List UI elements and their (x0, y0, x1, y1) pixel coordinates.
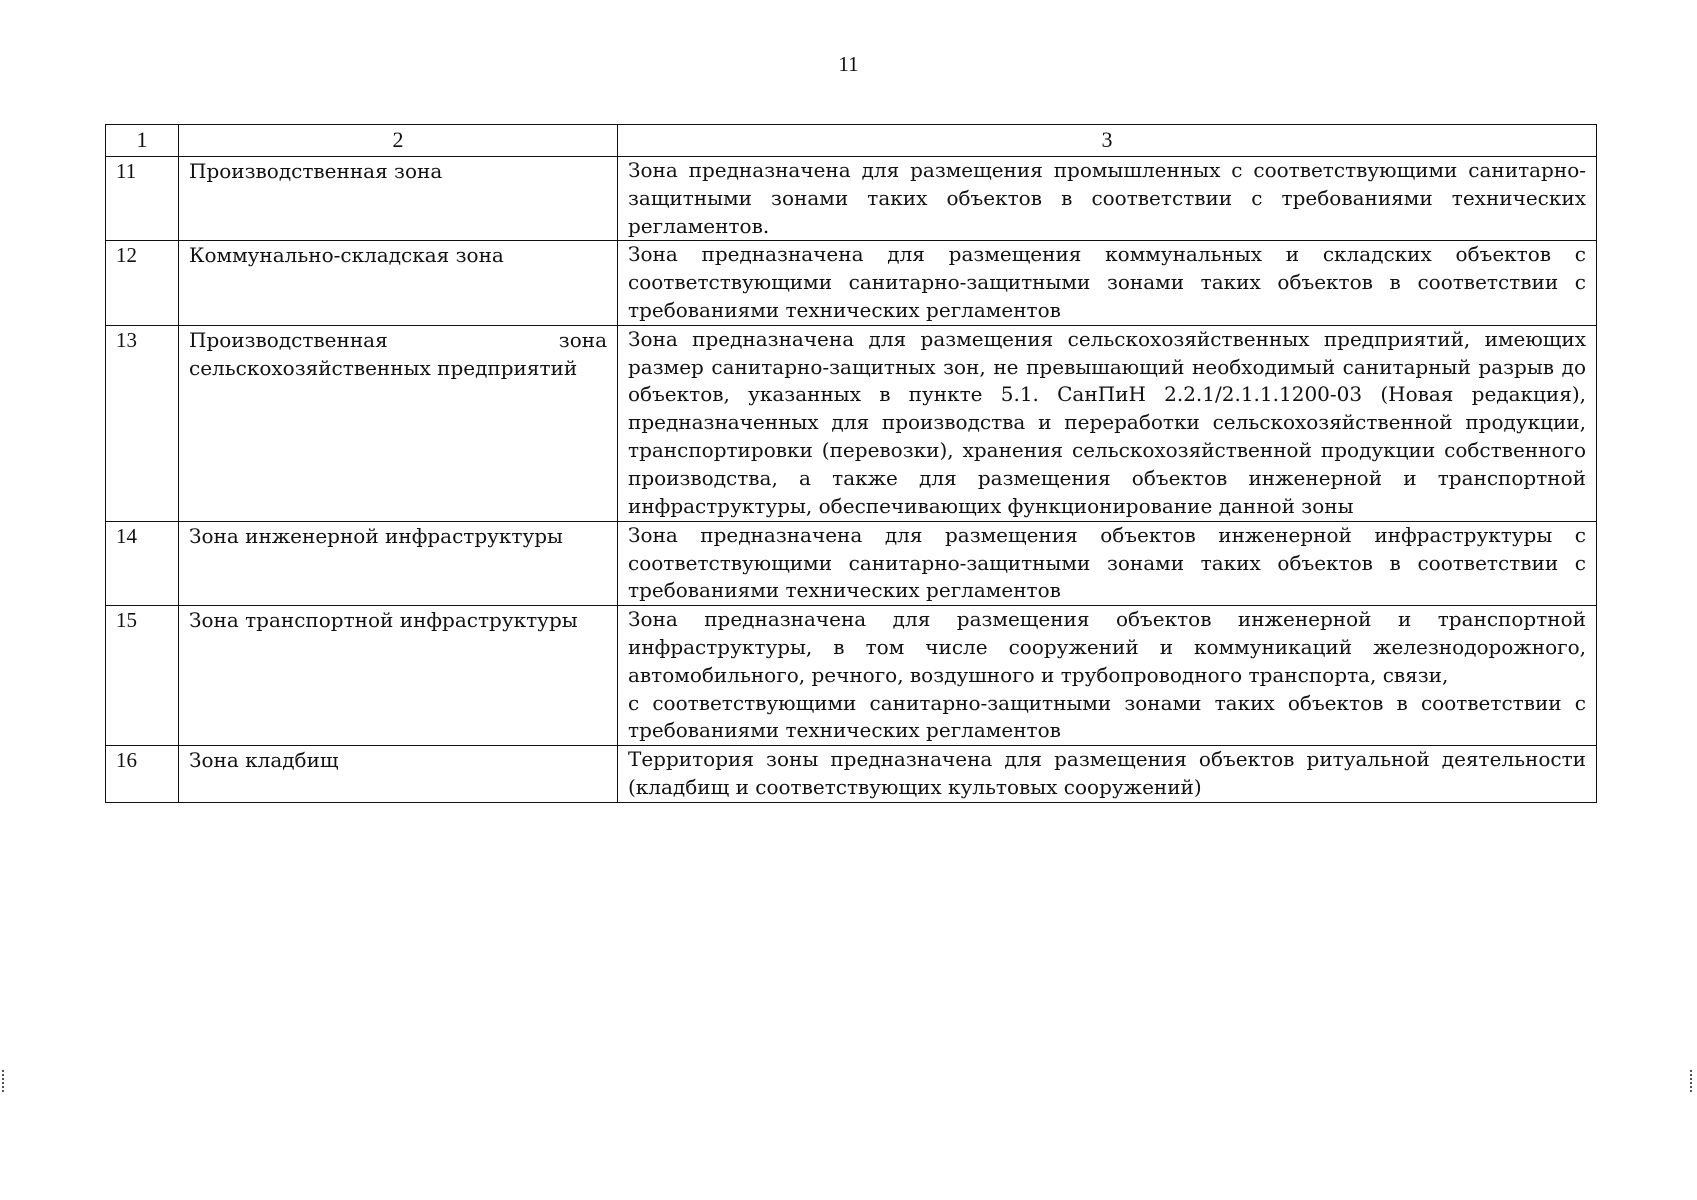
zone-name-line-2: сельскохозяйственных предприятий (189, 355, 578, 380)
header-col-3: 3 (618, 125, 1597, 157)
zone-name: Производственная зона (179, 157, 618, 241)
zone-description: Территория зоны предназначена для размещения объектов ритуальной деятельности (кладбищ и соответствующих культовых сооружений) (618, 746, 1597, 803)
header-row (106, 125, 1597, 157)
scan-margin-mark-left (2, 1070, 6, 1092)
table-row (106, 241, 1597, 325)
row-number: 11 (106, 157, 179, 241)
zone-description: Зона предназначена для размещения сельскохозяйственных предприятий, имеющих размер санитарно-защитных зон, не превышающий необходимый санитарный разрыв до объектов, указанных в пункте 5.1. СанПиН 2.2.1/2.1.1.1200-03 (Новая редакция), предназначенных для производства и переработки сельскохозяйственной продукции, транспортировки (перевозки), хранения сельскохозяйственной продукции собственного производства, а также для размещения объектов инженерной и транспортной инфраструктуры, обеспечивающих функционирование данной зоны (618, 325, 1597, 521)
zone-description: Зона предназначена для размещения промышленных с соответствующими санитарно-защитными зонами таких объектов в соответствии с требованиями технических регламентов. (618, 157, 1597, 241)
row-number: 16 (106, 746, 179, 803)
row-number: 12 (106, 241, 179, 325)
row-number: 13 (106, 325, 179, 521)
zone-name: Коммунально-складская зона (179, 241, 618, 325)
zone-name: Зона инженерной инфраструктуры (179, 521, 618, 605)
zone-name: Зона кладбищ (179, 746, 618, 803)
zones-table (105, 124, 1597, 803)
zone-description (618, 606, 1597, 746)
zone-description-part-1: Зона предназначена для размещения объектов инженерной и транспортной инфраструктуры, в том числе сооружений и коммуникаций железнодорожного, автомобильного, речного, воздушного и трубопроводного транспорта, связи, (628, 607, 1586, 687)
scan-margin-mark-right (1690, 1070, 1694, 1092)
zone-name (179, 325, 618, 521)
zone-description: Зона предназначена для размещения объектов инженерной инфраструктуры с соответствующими санитарно-защитными зонами таких объектов в соответствии с требованиями технических регламентов (618, 521, 1597, 605)
table-row (106, 606, 1597, 746)
table-row (106, 746, 1597, 803)
table-row (106, 157, 1597, 241)
zone-name-line-1: Производственная зона (189, 327, 607, 352)
page-number: 11 (838, 52, 859, 76)
zone-name: Зона транспортной инфраструктуры (179, 606, 618, 746)
zone-description-part-2: с соответствующими санитарно-защитными зонами таких объектов в соответствии с требованиями технических регламентов (628, 690, 1586, 743)
header-col-2: 2 (179, 125, 618, 157)
row-number: 15 (106, 606, 179, 746)
table-row (106, 325, 1597, 521)
table-row (106, 521, 1597, 605)
header-col-1: 1 (106, 125, 179, 157)
zone-description: Зона предназначена для размещения коммунальных и складских объектов с соответствующими санитарно-защитными зонами таких объектов в соответствии с требованиями технических регламентов (618, 241, 1597, 325)
row-number: 14 (106, 521, 179, 605)
